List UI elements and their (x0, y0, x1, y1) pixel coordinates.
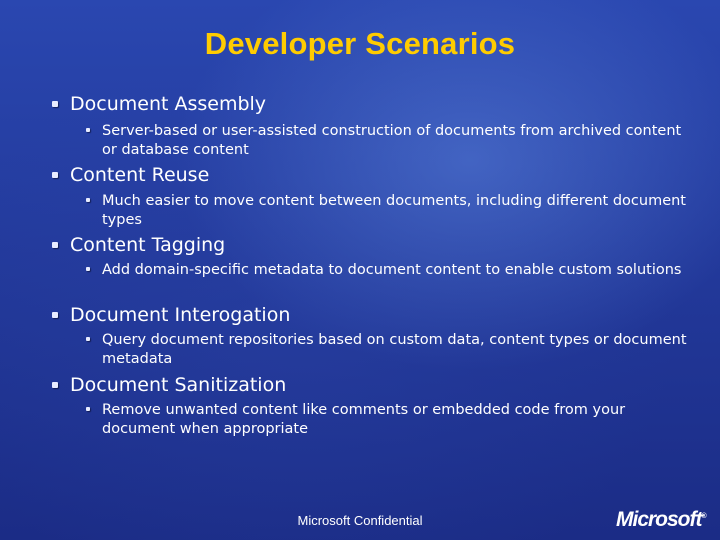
bullet-detail: Much easier to move content between documents, including different document types (102, 193, 686, 228)
bullet-item (70, 304, 290, 326)
sub-bullet-item (102, 331, 692, 369)
bullet-icon (52, 312, 58, 318)
bullet-detail: Query document repositories based on custom data, content types or document metadata (102, 332, 687, 367)
sub-bullet-icon (86, 267, 90, 271)
bullet-icon (52, 101, 58, 107)
trademark-symbol: ® (701, 513, 707, 520)
bullet-item (70, 93, 266, 115)
bullet-detail: Remove unwanted content like comments or embedded code from your document when appropriate (102, 402, 626, 437)
footer-confidential: Microsoft Confidential (297, 513, 423, 528)
slide-title: Developer Scenarios (204, 26, 516, 61)
sub-bullet-icon (86, 128, 90, 132)
sub-bullet-icon (86, 407, 90, 411)
bullet-icon (52, 382, 58, 388)
bullet-item (70, 164, 209, 186)
bullet-detail: Server-based or user-assisted construction of documents from archived content or database content (102, 123, 682, 158)
bullet-heading: Document Interogation (70, 304, 291, 326)
logo-text: Microsoft (616, 508, 702, 531)
bullet-item (70, 234, 225, 256)
bullet-icon (52, 172, 58, 178)
bullet-detail: Add domain-specific metadata to document content to enable custom solutions (102, 262, 682, 278)
bullet-heading: Document Sanitization (70, 374, 287, 396)
sub-bullet-icon (86, 337, 90, 341)
bullet-heading: Content Tagging (70, 234, 226, 256)
bullet-heading: Document Assembly (70, 93, 267, 115)
microsoft-logo (616, 508, 707, 532)
sub-bullet-item (102, 401, 692, 439)
sub-bullet-item (102, 122, 692, 160)
sub-bullet-item (102, 192, 692, 230)
bullet-item (70, 374, 286, 396)
sub-bullet-item (102, 261, 692, 280)
bullet-icon (52, 242, 58, 248)
bullet-heading: Content Reuse (70, 164, 210, 186)
sub-bullet-icon (86, 198, 90, 202)
